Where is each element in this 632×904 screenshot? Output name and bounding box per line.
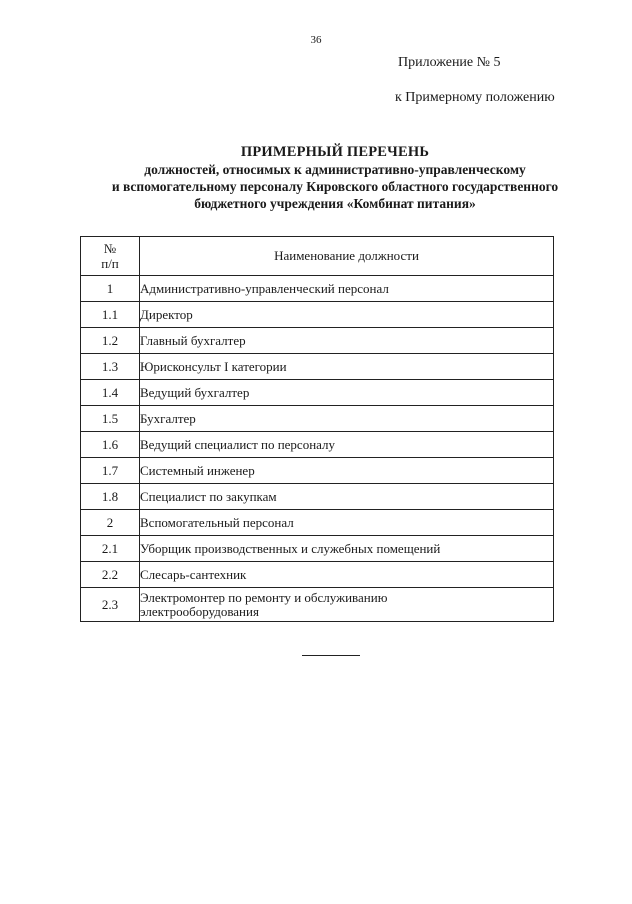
table-row xyxy=(81,302,554,328)
row-name: Специалист по закупкам xyxy=(140,484,554,510)
title-line-1: должностей, относимых к административно-управленческому xyxy=(144,162,526,177)
row-name-line-2: электрооборудования xyxy=(140,603,259,619)
row-num: 1.1 xyxy=(81,302,140,328)
row-num: 1.5 xyxy=(81,406,140,432)
table-row xyxy=(81,562,554,588)
title-main: ПРИМЕРНЫЙ ПЕРЕЧЕНЬ xyxy=(240,144,430,160)
document-title xyxy=(60,144,610,212)
row-name: Административно-управленческий персонал xyxy=(140,276,554,302)
row-num: 1.2 xyxy=(81,328,140,354)
title-line-3: бюджетного учреждения «Комбинат питания» xyxy=(194,196,476,211)
appendix-subtitle: к Примерному положению xyxy=(395,90,555,105)
table-row xyxy=(81,406,554,432)
row-name: Слесарь-сантехник xyxy=(140,562,554,588)
table-row xyxy=(81,536,554,562)
table-row xyxy=(81,458,554,484)
row-name: Бухгалтер xyxy=(140,406,554,432)
row-num: 1.7 xyxy=(81,458,140,484)
end-divider xyxy=(302,655,360,656)
appendix-label: Приложение № 5 xyxy=(398,55,501,70)
row-num: 2.1 xyxy=(81,536,140,562)
table-row xyxy=(81,510,554,536)
header-num-abbr: п/п xyxy=(101,256,119,271)
row-num: 1 xyxy=(81,276,140,302)
row-name: Ведущий бухгалтер xyxy=(140,380,554,406)
row-name xyxy=(140,588,554,622)
header-name: Наименование должности xyxy=(140,237,554,276)
table-row xyxy=(81,588,554,622)
page-number: 36 xyxy=(310,34,322,46)
table-row xyxy=(81,484,554,510)
row-name: Уборщик производственных и служебных помещений xyxy=(140,536,554,562)
title-line-2: и вспомогательному персоналу Кировского областного государственного xyxy=(111,179,559,194)
table-row xyxy=(81,276,554,302)
row-num: 1.8 xyxy=(81,484,140,510)
table-row xyxy=(81,432,554,458)
row-name: Ведущий специалист по персоналу xyxy=(140,432,554,458)
header-num-symbol: № xyxy=(103,241,117,256)
positions-table xyxy=(80,236,554,622)
row-num: 2.2 xyxy=(81,562,140,588)
row-num: 2 xyxy=(81,510,140,536)
table-row xyxy=(81,328,554,354)
row-name: Юрисконсульт I категории xyxy=(140,354,554,380)
row-name: Вспомогательный персонал xyxy=(140,510,554,536)
table-header-row xyxy=(81,237,554,276)
row-name-line-1: Электромонтер по ремонту и обслуживанию xyxy=(140,589,388,605)
header-num xyxy=(81,237,140,276)
row-num: 1.4 xyxy=(81,380,140,406)
table-row xyxy=(81,380,554,406)
row-num: 1.3 xyxy=(81,354,140,380)
row-name: Главный бухгалтер xyxy=(140,328,554,354)
table-row xyxy=(81,354,554,380)
row-name: Системный инженер xyxy=(140,458,554,484)
row-num: 1.6 xyxy=(81,432,140,458)
row-name: Директор xyxy=(140,302,554,328)
row-num: 2.3 xyxy=(81,588,140,622)
